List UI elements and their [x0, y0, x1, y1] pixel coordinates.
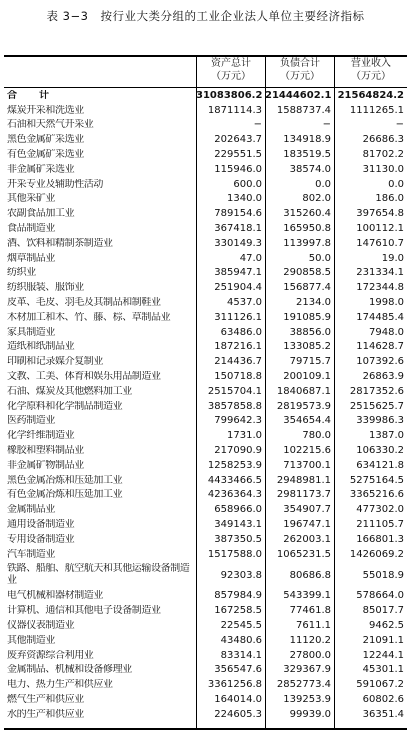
total-liabilities-cell: 262003.1 — [283, 533, 331, 545]
table-bottom-rule — [4, 728, 407, 730]
industry-name-cell: 造纸和纸制品业 — [7, 341, 75, 353]
total-liabilities-cell: 2948981.1 — [276, 474, 331, 486]
industry-name-cell: 木材加工和木、竹、藤、棕、草制品业 — [7, 311, 171, 323]
table-row — [4, 132, 407, 147]
industry-name-cell: 开采专业及辅助性活动 — [7, 178, 103, 190]
industry-name-cell: 医药制造业 — [7, 415, 55, 427]
total-assets-cell: 63486.0 — [220, 326, 262, 338]
total-assets-cell: 217090.9 — [214, 445, 262, 457]
total-liabilities-cell: 134918.9 — [283, 134, 331, 146]
total-liabilities-cell: 713700.1 — [283, 459, 331, 471]
industry-name-cell: 专用设备制造业 — [7, 533, 75, 545]
revenue-cell: 339986.3 — [356, 415, 404, 427]
revenue-cell: 106330.2 — [356, 445, 404, 457]
industry-name-cell: 石油、煤炭及其他燃料加工业 — [7, 385, 132, 397]
industry-name-cell: 金属制品、机械和设备修理业 — [7, 664, 132, 676]
revenue-cell: 1998.0 — [369, 297, 404, 309]
total-assets-cell: 1871114.3 — [207, 104, 262, 116]
total-liabilities-cell: 2819573.9 — [276, 400, 331, 412]
total-assets-cell: − — [253, 119, 262, 131]
total-assets-cell: 83314.1 — [220, 649, 262, 661]
revenue-cell: 55018.9 — [362, 569, 404, 581]
table-row — [4, 692, 407, 707]
total-assets-cell: 2515704.1 — [207, 385, 262, 397]
total-assets-cell: 356547.6 — [214, 664, 262, 676]
table-row — [4, 677, 407, 692]
total-assets-cell: 1517588.0 — [207, 548, 262, 560]
table-row — [4, 206, 407, 221]
revenue-cell: 172344.8 — [356, 282, 404, 294]
industry-name-cell: 水的生产和供应业 — [7, 708, 84, 720]
table-row — [4, 310, 407, 325]
table-row — [4, 266, 407, 281]
industry-name-cell: 化学原料和化学制品制造业 — [7, 400, 123, 412]
total-liabilities-cell: 543399.1 — [283, 590, 331, 602]
total-assets-cell: 387350.5 — [214, 533, 262, 545]
industry-name-cell: 有色金属冶炼和压延加工业 — [7, 489, 123, 501]
industry-name-cell: 家具制造业 — [7, 326, 55, 338]
total-assets-cell: 22545.5 — [220, 619, 262, 631]
total-row — [4, 88, 407, 103]
industry-name-cell: 非金属矿物制品业 — [7, 459, 84, 471]
revenue-cell: 9462.5 — [369, 619, 404, 631]
total-assets-cell: 43480.6 — [220, 634, 262, 646]
table-row — [4, 325, 407, 340]
total-liabilities-cell: 156877.4 — [283, 282, 331, 294]
table-row — [4, 354, 407, 369]
industry-name-cell: 仪器仪表制造业 — [7, 619, 75, 631]
table-row — [4, 562, 407, 589]
total-assets-cell: 349143.1 — [214, 519, 262, 530]
total-assets-cell: 214436.7 — [214, 356, 262, 368]
total-assets-cell: 799642.3 — [214, 415, 262, 427]
table-row — [4, 192, 407, 207]
header-unit: （万元） — [211, 71, 251, 82]
table-row — [4, 369, 407, 384]
industry-name-cell: 电力、热力生产和供应业 — [7, 679, 113, 691]
industry-name-cell: 计算机、通信和其他电子设备制造业 — [7, 605, 161, 617]
industry-name-cell: 非金属矿采选业 — [7, 163, 75, 175]
revenue-cell: 36351.4 — [362, 708, 404, 720]
table-row — [4, 633, 407, 648]
total-liabilities-cell: 290858.5 — [283, 267, 331, 279]
industry-name-cell: 黑色金属冶炼和压延加工业 — [7, 474, 123, 486]
total-assets-cell: 600.0 — [233, 178, 262, 190]
table-row — [4, 517, 407, 532]
table-row — [4, 662, 407, 677]
total-liabilities-cell: 2981173.7 — [276, 489, 331, 501]
total-assets-cell: 164014.0 — [214, 693, 262, 705]
industry-name-cell: 煤炭开采和洗选业 — [7, 104, 84, 116]
header-unit: （万元） — [351, 71, 391, 82]
revenue-cell: 3365216.6 — [349, 489, 404, 501]
total-liabilities-cell: 139253.9 — [283, 693, 331, 705]
table-row — [4, 414, 407, 429]
total-assets-cell: 789154.6 — [214, 208, 262, 220]
revenue-cell: 21091.1 — [362, 634, 404, 646]
revenue-cell: 100112.1 — [356, 223, 404, 235]
total-liabilities-cell: 183519.5 — [283, 149, 331, 161]
revenue-cell: 45301.1 — [362, 664, 404, 676]
table-title: 表 3−3 按行业大类分组的工业企业法人单位主要经济指标 — [46, 9, 365, 23]
total-assets-cell: 202643.7 — [214, 134, 262, 146]
total-assets-cell: 1340.0 — [227, 193, 262, 205]
table-row — [4, 648, 407, 663]
industry-name-cell: 纺织业 — [7, 267, 36, 279]
industry-name-cell: 燃气生产和供应业 — [7, 693, 84, 705]
total-assets-cell: 658966.0 — [214, 504, 262, 516]
total-liabilities-cell: 315260.4 — [283, 208, 331, 220]
industry-name-cell: 酒、饮料和精制茶制造业 — [7, 237, 113, 249]
revenue-cell: 114628.7 — [356, 341, 404, 353]
total-liabilities-cell: 11120.2 — [289, 634, 331, 646]
industry-name-cell: 食品制造业 — [7, 223, 55, 235]
total-liabilities-cell: 165950.8 — [283, 223, 331, 235]
total-assets-cell: 251904.4 — [214, 282, 262, 294]
header-total-liabilities — [266, 57, 334, 87]
total-assets-cell: 150718.8 — [214, 371, 262, 383]
industry-name-cell: 文教、工美、体育和娱乐用品制造业 — [7, 371, 161, 383]
revenue-cell: 174485.4 — [356, 311, 404, 323]
total-liabilities-cell: 80686.8 — [289, 569, 331, 581]
total-liabilities-cell: 2134.0 — [296, 297, 331, 309]
table-row — [4, 295, 407, 310]
industry-name-cell: 其他采矿业 — [7, 193, 55, 205]
table-row — [4, 103, 407, 118]
industry-name-cell: 电气机械和器材制造业 — [7, 590, 103, 602]
total-liabilities-cell: 191085.9 — [283, 311, 331, 323]
header-revenue — [335, 57, 407, 87]
table-row — [4, 280, 407, 295]
table-row — [4, 473, 407, 488]
table-row — [4, 399, 407, 414]
table-row — [4, 162, 407, 177]
total-liabilities-cell: 1588737.4 — [276, 104, 331, 116]
total-liabilities-cell: 77461.8 — [289, 605, 331, 617]
table-row — [4, 428, 407, 443]
revenue-cell: 0.0 — [388, 178, 404, 190]
industry-name-cell: 皮革、毛皮、羽毛及其制品和制鞋业 — [7, 297, 161, 309]
industry-name-cell: 纺织服装、服饰业 — [7, 282, 84, 294]
total-assets-cell: 47.0 — [239, 252, 262, 264]
revenue-cell: 21564824.2 — [337, 89, 404, 101]
total-liabilities-cell: 196747.1 — [283, 519, 331, 530]
total-assets-cell: 92303.8 — [220, 569, 262, 581]
total-liabilities-cell: 780.0 — [302, 430, 331, 442]
revenue-cell: 7948.0 — [369, 326, 404, 338]
industry-name-cell: 汽车制造业 — [7, 548, 55, 560]
total-liabilities-cell: 102215.6 — [283, 445, 331, 457]
total-liabilities-cell: 38856.0 — [289, 326, 331, 338]
total-liabilities-cell: 99939.0 — [289, 708, 331, 720]
industry-name-cell: 农副食品加工业 — [7, 208, 75, 220]
total-liabilities-cell: 1840687.1 — [276, 385, 331, 397]
table-row — [4, 589, 407, 604]
total-assets-cell: 385947.1 — [214, 267, 262, 279]
industry-name-cell: 废弃资源综合利用业 — [7, 649, 94, 661]
revenue-cell: 147610.7 — [356, 237, 404, 249]
total-assets-cell: 167258.5 — [214, 605, 262, 617]
total-assets-cell: 229551.5 — [214, 149, 262, 161]
table-row — [4, 603, 407, 618]
revenue-cell: 26863.9 — [362, 371, 404, 383]
revenue-cell: 85017.7 — [362, 605, 404, 617]
industry-name-cell: 橡胶和塑料制品业 — [7, 445, 84, 457]
revenue-cell: 211105.7 — [356, 519, 404, 530]
total-liabilities-cell: 329367.9 — [283, 664, 331, 676]
revenue-cell: 31130.0 — [362, 163, 404, 175]
total-liabilities-cell: 7611.1 — [296, 619, 331, 631]
table-row — [4, 147, 407, 162]
revenue-cell: 186.0 — [375, 193, 404, 205]
revenue-cell: 397654.8 — [356, 208, 404, 220]
revenue-cell: 12244.1 — [362, 649, 404, 661]
total-liabilities-cell: 354654.4 — [283, 415, 331, 427]
total-assets-cell: 31083806.2 — [196, 89, 263, 101]
total-liabilities-cell: 50.0 — [308, 252, 331, 264]
total-liabilities-cell: 27800.0 — [289, 649, 331, 661]
industry-name-cell: 通用设备制造业 — [7, 519, 75, 530]
table-body — [4, 88, 407, 722]
total-assets-cell: 224605.3 — [214, 708, 262, 720]
table-row — [4, 221, 407, 236]
table-row — [4, 251, 407, 266]
total-assets-cell: 311126.1 — [214, 311, 262, 323]
header-label: 负债合计 — [280, 58, 320, 69]
table-row — [4, 443, 407, 458]
industry-name-cell: 黑色金属矿采选业 — [7, 134, 84, 146]
industry-name-cell: 铁路、船舶、航空航天和其他运输设备制造业 — [7, 563, 190, 586]
table-row — [4, 340, 407, 355]
industry-name-cell: 合 计 — [7, 89, 55, 101]
revenue-cell: 1426069.2 — [349, 548, 404, 560]
revenue-cell: 2515625.7 — [349, 400, 404, 412]
industry-name-cell: 有色金属矿采选业 — [7, 149, 84, 161]
table-row — [4, 502, 407, 517]
table-row — [4, 618, 407, 633]
revenue-cell: 5275164.5 — [349, 474, 404, 486]
total-assets-cell: 1731.0 — [227, 430, 262, 442]
total-assets-cell: 4433466.5 — [207, 474, 262, 486]
table-row — [4, 532, 407, 547]
revenue-cell: 578664.0 — [356, 590, 404, 602]
header-total-assets — [197, 57, 265, 87]
industry-name-cell: 石油和天然气开采业 — [7, 119, 94, 131]
total-liabilities-cell: 354907.7 — [283, 504, 331, 516]
total-assets-cell: 187216.1 — [214, 341, 262, 353]
revenue-cell: 81702.2 — [362, 149, 404, 161]
total-assets-cell: 3857858.8 — [207, 400, 262, 412]
table-row — [4, 118, 407, 133]
total-assets-cell: 3361256.8 — [207, 679, 262, 691]
table-row — [4, 707, 407, 722]
total-assets-cell: 330149.3 — [214, 237, 262, 249]
total-liabilities-cell: 2852773.4 — [276, 679, 331, 691]
revenue-cell: 1387.0 — [369, 430, 404, 442]
total-liabilities-cell: 113997.8 — [283, 237, 331, 249]
industry-name-cell: 金属制品业 — [7, 504, 55, 516]
revenue-cell: 60802.6 — [362, 693, 404, 705]
table-row — [4, 236, 407, 251]
total-liabilities-cell: 79715.7 — [289, 356, 331, 368]
header-label: 营业收入 — [351, 58, 391, 69]
total-assets-cell: 115946.0 — [214, 163, 262, 175]
industry-name-cell: 烟草制品业 — [7, 252, 55, 264]
total-liabilities-cell: 21444602.1 — [265, 89, 332, 101]
revenue-cell: 231334.1 — [356, 267, 404, 279]
total-assets-cell: 4537.0 — [227, 297, 262, 309]
revenue-cell: 591067.2 — [356, 679, 404, 691]
revenue-cell: 107392.6 — [356, 356, 404, 368]
total-liabilities-cell: − — [322, 119, 331, 131]
total-liabilities-cell: 802.0 — [302, 193, 331, 205]
revenue-cell: 166801.3 — [356, 533, 404, 545]
total-assets-cell: 857984.9 — [214, 590, 262, 602]
total-assets-cell: 367418.1 — [214, 223, 262, 235]
total-liabilities-cell: 133085.2 — [283, 341, 331, 353]
revenue-cell: 26686.3 — [362, 134, 404, 146]
revenue-cell: − — [395, 119, 404, 131]
industry-name-cell: 印刷和记录媒介复制业 — [7, 356, 103, 368]
table-row — [4, 384, 407, 399]
total-liabilities-cell: 200109.1 — [283, 371, 331, 383]
total-assets-cell: 4236364.3 — [207, 489, 262, 501]
header-label: 资产总计 — [211, 58, 251, 69]
total-liabilities-cell: 38574.0 — [289, 163, 331, 175]
table-row — [4, 488, 407, 503]
table-row — [4, 177, 407, 192]
total-assets-cell: 1258253.9 — [207, 459, 262, 471]
industry-name-cell: 化学纤维制造业 — [7, 430, 75, 442]
industry-name-cell: 其他制造业 — [7, 634, 55, 646]
header-unit: （万元） — [280, 71, 320, 82]
table-row — [4, 547, 407, 562]
revenue-cell: 477302.0 — [356, 504, 404, 516]
table-row — [4, 458, 407, 473]
total-liabilities-cell: 0.0 — [315, 178, 331, 190]
total-liabilities-cell: 1065231.5 — [276, 548, 331, 560]
revenue-cell: 19.0 — [381, 252, 404, 264]
revenue-cell: 2817352.6 — [349, 385, 404, 397]
revenue-cell: 634121.8 — [356, 459, 404, 471]
revenue-cell: 1111265.1 — [349, 104, 404, 116]
